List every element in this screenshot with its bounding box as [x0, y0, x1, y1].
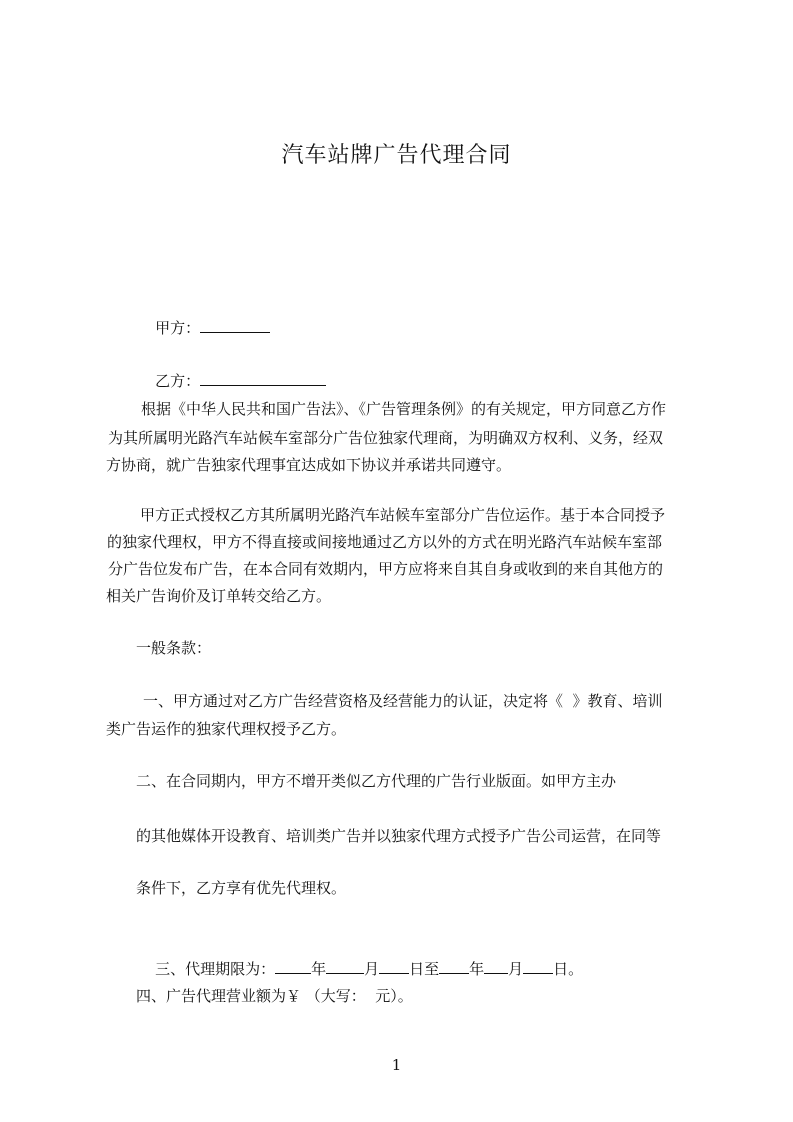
- clause-1-line-1: 一、甲方通过对乙方广告经营资格及经营能力的认证，决定将《 》教育、培训: [143, 692, 663, 710]
- start-day-to-label: 日至: [409, 960, 440, 978]
- start-day-blank: [379, 958, 409, 974]
- end-day-blank: [523, 958, 553, 974]
- intro-line-1: 根据《中华人民共和国广告法》、《广告管理条例》的有关规定，甲方同意乙方作: [141, 400, 667, 418]
- clause-2-line-3: 条件下，乙方享有优先代理权。: [136, 879, 347, 897]
- start-month-blank: [326, 958, 364, 974]
- page-number: 1: [391, 1056, 402, 1074]
- authorization-line-3: 分广告位发布广告，在本合同有效期内，甲方应将来自其自身或收到的来自其他方的: [108, 560, 664, 578]
- party-b-label: 乙方：: [155, 372, 201, 390]
- clause-2-line-1: 二、在合同期内，甲方不增开类似乙方代理的广告行业版面。如甲方主办: [136, 772, 617, 790]
- authorization-line-2: 的独家代理权，甲方不得直接或间接地通过乙方以外的方式在明光路汽车站候车室部: [107, 533, 663, 551]
- end-year-label: 年: [469, 960, 485, 978]
- clause-4-line: 四、广告代理营业额为￥ （大写： 元）。: [136, 987, 413, 1005]
- start-year-label: 年: [311, 960, 327, 978]
- end-month-label: 月: [508, 960, 524, 978]
- clause-1-line-2: 类广告运作的独家代理权授予乙方。: [106, 720, 347, 738]
- start-month-label: 月: [364, 960, 380, 978]
- intro-line-2: 为其所属明光路汽车站候车室部分广告位独家代理商，为明确双方权利、义务，经双: [108, 429, 664, 447]
- party-a-blank: [200, 317, 270, 333]
- general-terms-heading: 一般条款：: [136, 639, 212, 657]
- end-day-label: 日。: [553, 960, 584, 978]
- clause-3-prefix: 三、代理期限为：: [155, 960, 276, 978]
- end-year-blank: [439, 958, 469, 974]
- intro-line-3: 方协商，就广告独家代理事宜达成如下协议并承诺共同遵守。: [106, 456, 512, 474]
- party-a-label: 甲方：: [155, 319, 201, 337]
- clause-2-line-2: 的其他媒体开设教育、培训类广告并以独家代理方式授予广告公司运营，在同等: [136, 827, 662, 845]
- party-b-blank: [200, 370, 326, 386]
- end-month-blank: [484, 958, 508, 974]
- authorization-line-4: 相关广告询价及订单转交给乙方。: [106, 587, 332, 605]
- contract-title: 汽车站牌广告代理合同: [281, 143, 512, 168]
- start-year-blank: [275, 958, 311, 974]
- authorization-line-1: 甲方正式授权乙方其所属明光路汽车站候车室部分广告位运作。基于本合同授予: [140, 506, 666, 524]
